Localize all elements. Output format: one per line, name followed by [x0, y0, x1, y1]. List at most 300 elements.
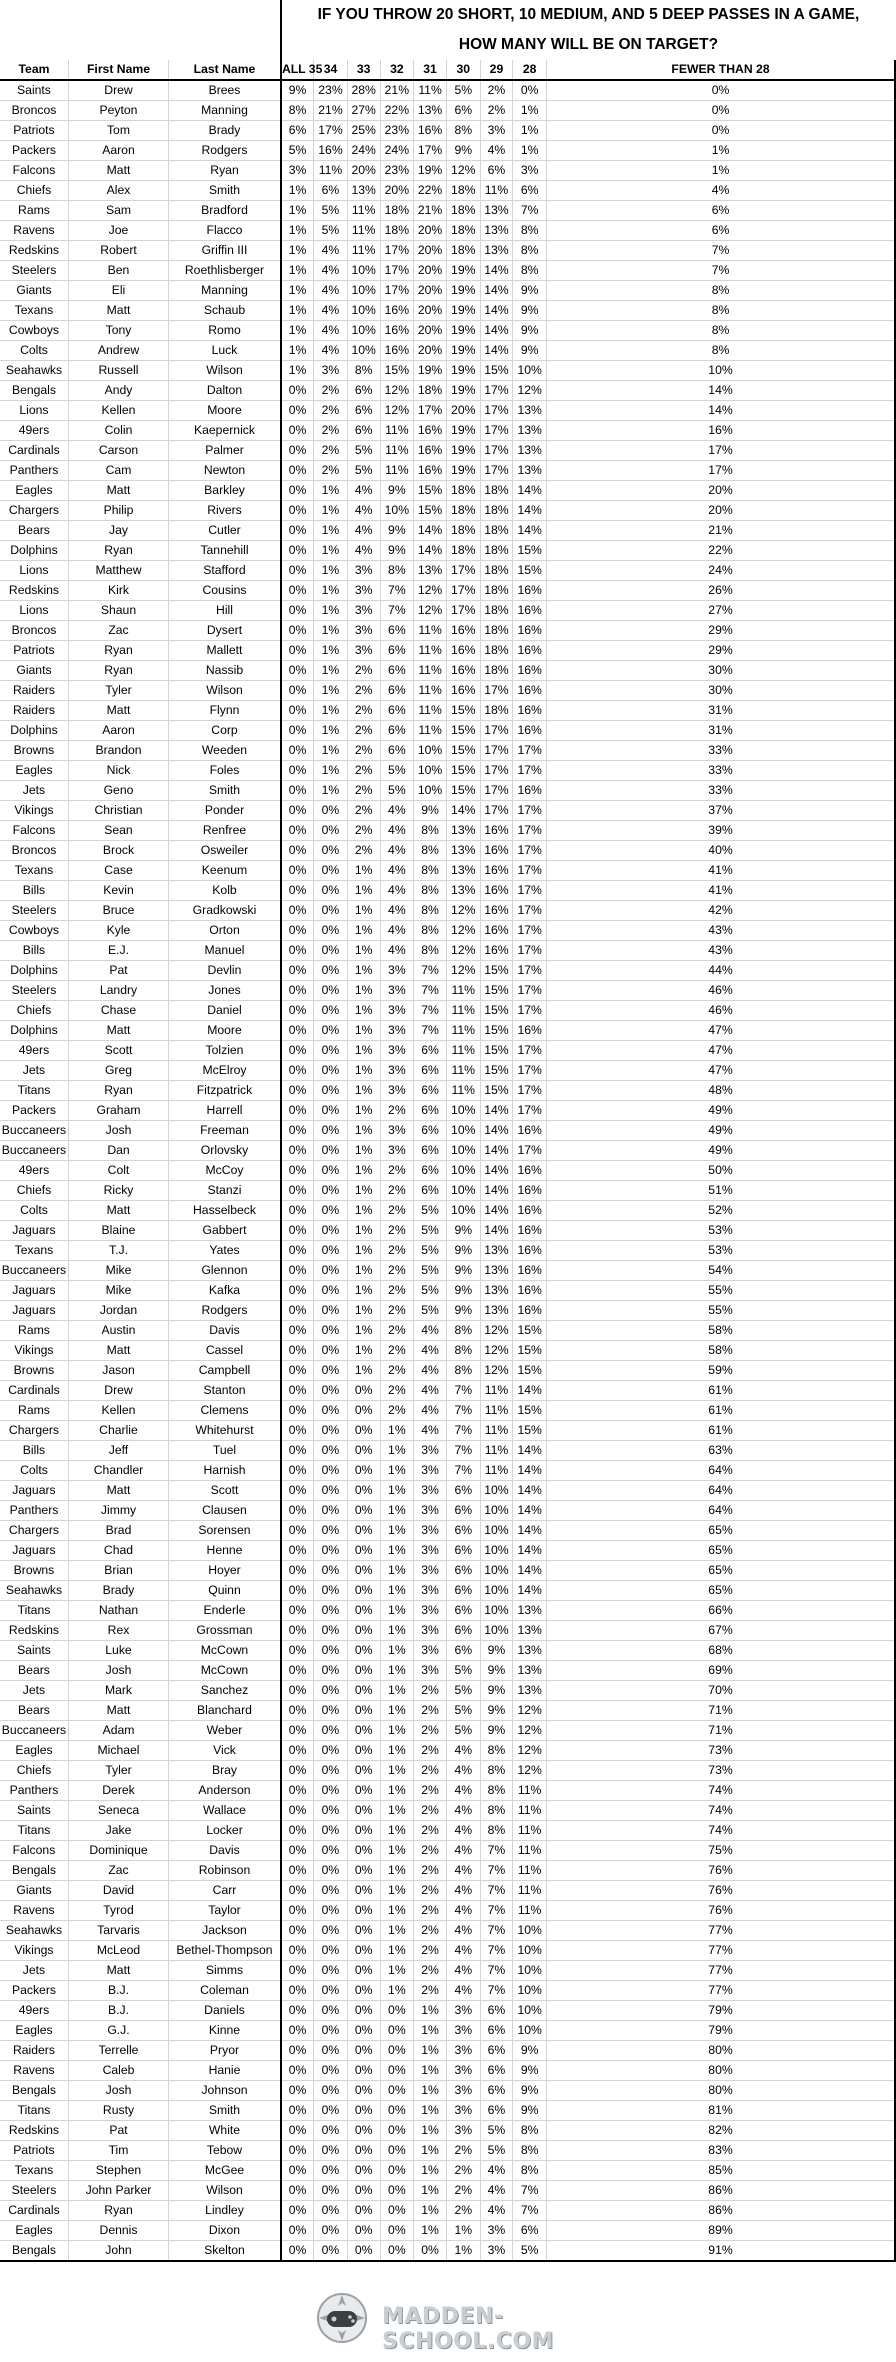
cell-all-35: 0%: [281, 521, 314, 541]
cell-29: 9%: [480, 1661, 513, 1681]
cell-31: 1%: [414, 2021, 447, 2041]
cell-34: 0%: [314, 881, 348, 901]
cell-fewer-than-28: 14%: [547, 401, 896, 421]
cell-30: 17%: [446, 601, 480, 621]
cell-team: Bills: [0, 881, 68, 901]
cell-last-name: Wilson: [169, 2181, 281, 2201]
cell-last-name: Flynn: [169, 701, 281, 721]
cell-28: 15%: [513, 1401, 547, 1421]
cell-all-35: 0%: [281, 1941, 314, 1961]
cell-31: 3%: [414, 1661, 447, 1681]
cell-33: 5%: [347, 461, 380, 481]
cell-fewer-than-28: 8%: [547, 281, 896, 301]
cell-last-name: Clausen: [169, 1501, 281, 1521]
cell-32: 3%: [380, 1021, 414, 1041]
cell-33: 2%: [347, 821, 380, 841]
cell-28: 17%: [513, 981, 547, 1001]
cell-team: Panthers: [0, 461, 68, 481]
cell-last-name: Smith: [169, 781, 281, 801]
cell-31: 21%: [414, 201, 447, 221]
table-row: [0, 401, 895, 421]
cell-last-name: Luck: [169, 341, 281, 361]
cell-team: Vikings: [0, 801, 68, 821]
cell-first-name: Zac: [68, 621, 168, 641]
cell-34: 0%: [314, 1881, 348, 1901]
cell-first-name: Josh: [68, 2081, 168, 2101]
cell-last-name: Campbell: [169, 1361, 281, 1381]
cell-28: 17%: [513, 1101, 547, 1121]
cell-fewer-than-28: 80%: [547, 2081, 896, 2101]
cell-33: 0%: [347, 2221, 380, 2241]
cell-last-name: Robinson: [169, 1861, 281, 1881]
cell-31: 2%: [414, 1781, 447, 1801]
cell-28: 13%: [513, 461, 547, 481]
cell-34: 6%: [314, 181, 348, 201]
cell-30: 16%: [446, 661, 480, 681]
cell-first-name: Mark: [68, 1681, 168, 1701]
cell-34: 0%: [314, 2141, 348, 2161]
cell-first-name: Chad: [68, 1541, 168, 1561]
cell-30: 10%: [446, 1181, 480, 1201]
cell-last-name: Stanzi: [169, 1181, 281, 1201]
table-row: [0, 1501, 895, 1521]
cell-28: 17%: [513, 1141, 547, 1161]
cell-fewer-than-28: 44%: [547, 961, 896, 981]
cell-first-name: Aaron: [68, 721, 168, 741]
table-row: [0, 801, 895, 821]
cell-all-35: 8%: [281, 101, 314, 121]
cell-33: 0%: [347, 2001, 380, 2021]
cell-first-name: Kellen: [68, 1401, 168, 1421]
cell-first-name: Jimmy: [68, 1501, 168, 1521]
cell-28: 17%: [513, 801, 547, 821]
cell-29: 15%: [480, 1021, 513, 1041]
cell-fewer-than-28: 8%: [547, 341, 896, 361]
cell-28: 8%: [513, 261, 547, 281]
cell-34: 0%: [314, 1501, 348, 1521]
cell-32: 0%: [380, 2061, 414, 2081]
cell-33: 0%: [347, 1501, 380, 1521]
cell-34: 0%: [314, 1521, 348, 1541]
cell-32: 9%: [380, 541, 414, 561]
cell-29: 11%: [480, 1381, 513, 1401]
cell-32: 23%: [380, 121, 414, 141]
cell-team: Patriots: [0, 641, 68, 661]
cell-last-name: Stanton: [169, 1381, 281, 1401]
cell-32: 2%: [380, 1361, 414, 1381]
cell-29: 16%: [480, 821, 513, 841]
cell-team: Rams: [0, 201, 68, 221]
cell-28: 6%: [513, 2221, 547, 2241]
cell-31: 2%: [414, 1701, 447, 1721]
cell-last-name: Fitzpatrick: [169, 1081, 281, 1101]
cell-29: 17%: [480, 401, 513, 421]
cell-31: 11%: [414, 621, 447, 641]
cell-30: 9%: [446, 1221, 480, 1241]
cell-31: 20%: [414, 281, 447, 301]
cell-30: 6%: [446, 1541, 480, 1561]
cell-29: 2%: [480, 80, 513, 101]
cell-team: Vikings: [0, 1341, 68, 1361]
cell-32: 3%: [380, 981, 414, 1001]
cell-all-35: 0%: [281, 1861, 314, 1881]
cell-29: 4%: [480, 141, 513, 161]
cell-last-name: Tannehill: [169, 541, 281, 561]
cell-32: 17%: [380, 241, 414, 261]
cell-34: 0%: [314, 1741, 348, 1761]
cell-31: 4%: [414, 1381, 447, 1401]
cell-team: Seahawks: [0, 1581, 68, 1601]
cell-first-name: Shaun: [68, 601, 168, 621]
cell-30: 8%: [446, 1341, 480, 1361]
cell-28: 9%: [513, 2041, 547, 2061]
table-row: [0, 2061, 895, 2081]
cell-31: 0%: [414, 2241, 447, 2262]
cell-31: 13%: [414, 101, 447, 121]
cell-28: 17%: [513, 821, 547, 841]
cell-team: Saints: [0, 80, 68, 101]
cell-29: 14%: [480, 321, 513, 341]
cell-fewer-than-28: 1%: [547, 141, 896, 161]
cell-29: 7%: [480, 1981, 513, 2001]
cell-30: 15%: [446, 721, 480, 741]
cell-28: 14%: [513, 1521, 547, 1541]
table-row: [0, 1961, 895, 1981]
cell-30: 4%: [446, 1981, 480, 2001]
cell-last-name: Vick: [169, 1741, 281, 1761]
cell-team: Raiders: [0, 2041, 68, 2061]
header-team: Team: [0, 60, 68, 80]
cell-32: 5%: [380, 761, 414, 781]
cell-34: 0%: [314, 961, 348, 981]
cell-fewer-than-28: 30%: [547, 661, 896, 681]
cell-29: 18%: [480, 581, 513, 601]
cell-all-35: 1%: [281, 341, 314, 361]
cell-32: 2%: [380, 1341, 414, 1361]
cell-32: 1%: [380, 1701, 414, 1721]
cell-team: Browns: [0, 1561, 68, 1581]
cell-32: 1%: [380, 1621, 414, 1641]
cell-fewer-than-28: 64%: [547, 1461, 896, 1481]
cell-first-name: Austin: [68, 1321, 168, 1341]
cell-31: 2%: [414, 1961, 447, 1981]
cell-32: 6%: [380, 701, 414, 721]
cell-34: 0%: [314, 1861, 348, 1881]
cell-30: 11%: [446, 1021, 480, 1041]
cell-34: 0%: [314, 1161, 348, 1181]
header-29: 29: [480, 60, 513, 80]
cell-31: 11%: [414, 661, 447, 681]
table-row: [0, 1861, 895, 1881]
cell-34: 0%: [314, 1221, 348, 1241]
table-row: [0, 601, 895, 621]
cell-fewer-than-28: 0%: [547, 101, 896, 121]
cell-34: 1%: [314, 561, 348, 581]
cell-31: 5%: [414, 1201, 447, 1221]
cell-fewer-than-28: 46%: [547, 1001, 896, 1021]
cell-team: Cowboys: [0, 921, 68, 941]
cell-34: 0%: [314, 2241, 348, 2262]
cell-all-35: 3%: [281, 161, 314, 181]
cell-32: 1%: [380, 1461, 414, 1481]
table-row: [0, 661, 895, 681]
cell-last-name: Kolb: [169, 881, 281, 901]
cell-28: 9%: [513, 2101, 547, 2121]
cell-31: 20%: [414, 241, 447, 261]
table-row: [0, 1441, 895, 1461]
cell-team: Broncos: [0, 841, 68, 861]
cell-last-name: Kafka: [169, 1281, 281, 1301]
cell-last-name: Barkley: [169, 481, 281, 501]
cell-first-name: Nathan: [68, 1601, 168, 1621]
cell-30: 11%: [446, 1081, 480, 1101]
cell-30: 19%: [446, 321, 480, 341]
cell-31: 2%: [414, 1841, 447, 1861]
cell-33: 0%: [347, 1401, 380, 1421]
cell-31: 9%: [414, 801, 447, 821]
cell-fewer-than-28: 70%: [547, 1681, 896, 1701]
cell-34: 0%: [314, 861, 348, 881]
table-row: [0, 1461, 895, 1481]
cell-33: 0%: [347, 1961, 380, 1981]
cell-29: 11%: [480, 181, 513, 201]
table-row: [0, 341, 895, 361]
cell-fewer-than-28: 85%: [547, 2161, 896, 2181]
cell-33: 1%: [347, 1181, 380, 1201]
cell-all-35: 0%: [281, 1121, 314, 1141]
cell-fewer-than-28: 31%: [547, 721, 896, 741]
cell-all-35: 0%: [281, 2161, 314, 2181]
cell-32: 1%: [380, 1761, 414, 1781]
header-all-35: ALL 35: [281, 60, 314, 80]
table-row: [0, 921, 895, 941]
cell-28: 14%: [513, 1581, 547, 1601]
cell-34: 0%: [314, 2121, 348, 2141]
cell-30: 7%: [446, 1461, 480, 1481]
cell-32: 0%: [380, 2141, 414, 2161]
cell-all-35: 1%: [281, 261, 314, 281]
cell-first-name: Kyle: [68, 921, 168, 941]
cell-team: Steelers: [0, 2181, 68, 2201]
cell-last-name: Keenum: [169, 861, 281, 881]
cell-last-name: Mallett: [169, 641, 281, 661]
cell-first-name: Chase: [68, 1001, 168, 1021]
cell-team: Texans: [0, 301, 68, 321]
cell-33: 8%: [347, 361, 380, 381]
cell-first-name: Graham: [68, 1101, 168, 1121]
cell-31: 17%: [414, 141, 447, 161]
table-row: [0, 1261, 895, 1281]
cell-28: 16%: [513, 1161, 547, 1181]
cell-30: 15%: [446, 741, 480, 761]
cell-29: 7%: [480, 1841, 513, 1861]
cell-28: 1%: [513, 101, 547, 121]
cell-team: Bengals: [0, 2241, 68, 2262]
cell-31: 12%: [414, 581, 447, 601]
cell-last-name: Bradford: [169, 201, 281, 221]
cell-30: 12%: [446, 161, 480, 181]
cell-all-35: 0%: [281, 1321, 314, 1341]
table-row: [0, 561, 895, 581]
cell-last-name: Romo: [169, 321, 281, 341]
table-row: [0, 2041, 895, 2061]
cell-last-name: Dalton: [169, 381, 281, 401]
cell-31: 10%: [414, 781, 447, 801]
cell-fewer-than-28: 0%: [547, 80, 896, 101]
cell-all-35: 1%: [281, 281, 314, 301]
cell-fewer-than-28: 79%: [547, 2021, 896, 2041]
cell-30: 12%: [446, 901, 480, 921]
cell-31: 3%: [414, 1541, 447, 1561]
cell-31: 12%: [414, 601, 447, 621]
cell-first-name: Matt: [68, 301, 168, 321]
cell-32: 4%: [380, 941, 414, 961]
cell-fewer-than-28: 82%: [547, 2121, 896, 2141]
cell-team: Chiefs: [0, 1001, 68, 1021]
cell-31: 2%: [414, 1881, 447, 1901]
cell-31: 3%: [414, 1561, 447, 1581]
table-row: [0, 1481, 895, 1501]
cell-team: Chiefs: [0, 181, 68, 201]
cell-all-35: 0%: [281, 1981, 314, 2001]
cell-29: 18%: [480, 521, 513, 541]
cell-28: 14%: [513, 1441, 547, 1461]
cell-all-35: 0%: [281, 1381, 314, 1401]
cell-31: 3%: [414, 1641, 447, 1661]
cell-31: 2%: [414, 1901, 447, 1921]
cell-28: 12%: [513, 381, 547, 401]
cell-29: 13%: [480, 241, 513, 261]
cell-34: 0%: [314, 1701, 348, 1721]
cell-28: 10%: [513, 1981, 547, 2001]
cell-32: 6%: [380, 621, 414, 641]
cell-34: 0%: [314, 921, 348, 941]
header-28: 28: [513, 60, 547, 80]
table-row: [0, 2081, 895, 2101]
cell-first-name: Kevin: [68, 881, 168, 901]
table-row: [0, 2241, 895, 2262]
cell-28: 13%: [513, 401, 547, 421]
controller-logo-icon: [316, 2292, 368, 2344]
cell-28: 16%: [513, 1261, 547, 1281]
cell-last-name: Bethel-Thompson: [169, 1941, 281, 1961]
cell-32: 16%: [380, 301, 414, 321]
cell-30: 2%: [446, 2181, 480, 2201]
cell-all-35: 0%: [281, 1201, 314, 1221]
cell-33: 0%: [347, 1741, 380, 1761]
cell-fewer-than-28: 68%: [547, 1641, 896, 1661]
cell-last-name: Anderson: [169, 1781, 281, 1801]
cell-30: 19%: [446, 381, 480, 401]
cell-last-name: Whitehurst: [169, 1421, 281, 1441]
cell-fewer-than-28: 16%: [547, 421, 896, 441]
cell-first-name: Colt: [68, 1161, 168, 1181]
table-row: [0, 1321, 895, 1341]
cell-fewer-than-28: 80%: [547, 2061, 896, 2081]
cell-fewer-than-28: 55%: [547, 1281, 896, 1301]
table-row: [0, 1781, 895, 1801]
table-row: [0, 121, 895, 141]
cell-32: 1%: [380, 1941, 414, 1961]
cell-28: 15%: [513, 1341, 547, 1361]
cell-first-name: David: [68, 1881, 168, 1901]
cell-fewer-than-28: 26%: [547, 581, 896, 601]
cell-28: 9%: [513, 321, 547, 341]
cell-fewer-than-28: 43%: [547, 921, 896, 941]
cell-team: Broncos: [0, 621, 68, 641]
header-fewer-than-28: FEWER THAN 28: [547, 60, 896, 80]
cell-33: 1%: [347, 1281, 380, 1301]
cell-33: 0%: [347, 1601, 380, 1621]
cell-31: 8%: [414, 841, 447, 861]
cell-team: Seahawks: [0, 361, 68, 381]
table-row: [0, 1761, 895, 1781]
cell-fewer-than-28: 80%: [547, 2041, 896, 2061]
cell-first-name: T.J.: [68, 1241, 168, 1261]
cell-team: Titans: [0, 1821, 68, 1841]
table-row: [0, 201, 895, 221]
cell-team: Eagles: [0, 1741, 68, 1761]
cell-31: 3%: [414, 1501, 447, 1521]
cell-29: 15%: [480, 1081, 513, 1101]
cell-33: 5%: [347, 441, 380, 461]
cell-last-name: Weber: [169, 1721, 281, 1741]
cell-34: 0%: [314, 1121, 348, 1141]
cell-28: 14%: [513, 481, 547, 501]
cell-30: 6%: [446, 1621, 480, 1641]
cell-28: 9%: [513, 281, 547, 301]
cell-last-name: Hasselbeck: [169, 1201, 281, 1221]
cell-33: 0%: [347, 2081, 380, 2101]
cell-32: 24%: [380, 141, 414, 161]
cell-29: 11%: [480, 1441, 513, 1461]
cell-29: 18%: [480, 561, 513, 581]
cell-33: 0%: [347, 1581, 380, 1601]
table-row: [0, 1681, 895, 1701]
cell-28: 15%: [513, 1421, 547, 1441]
cell-team: Packers: [0, 141, 68, 161]
cell-team: Lions: [0, 561, 68, 581]
table-row: [0, 721, 895, 741]
cell-28: 8%: [513, 221, 547, 241]
cell-team: Giants: [0, 281, 68, 301]
cell-all-35: 0%: [281, 1461, 314, 1481]
header-last-name: Last Name: [169, 60, 281, 80]
cell-34: 1%: [314, 641, 348, 661]
cell-all-35: 0%: [281, 2241, 314, 2262]
cell-all-35: 0%: [281, 1781, 314, 1801]
cell-29: 7%: [480, 1941, 513, 1961]
cell-33: 0%: [347, 1801, 380, 1821]
cell-all-35: 0%: [281, 2061, 314, 2081]
table-row: [0, 161, 895, 181]
cell-28: 14%: [513, 1381, 547, 1401]
cell-28: 13%: [513, 441, 547, 461]
cell-last-name: Grossman: [169, 1621, 281, 1641]
cell-28: 11%: [513, 1841, 547, 1861]
table-row: [0, 141, 895, 161]
cell-30: 18%: [446, 241, 480, 261]
cell-32: 1%: [380, 1721, 414, 1741]
cell-33: 11%: [347, 221, 380, 241]
cell-32: 5%: [380, 781, 414, 801]
cell-30: 10%: [446, 1101, 480, 1121]
cell-33: 0%: [347, 2241, 380, 2262]
cell-first-name: Ryan: [68, 641, 168, 661]
cell-all-35: 1%: [281, 181, 314, 201]
cell-31: 1%: [414, 2081, 447, 2101]
cell-34: 0%: [314, 1661, 348, 1681]
